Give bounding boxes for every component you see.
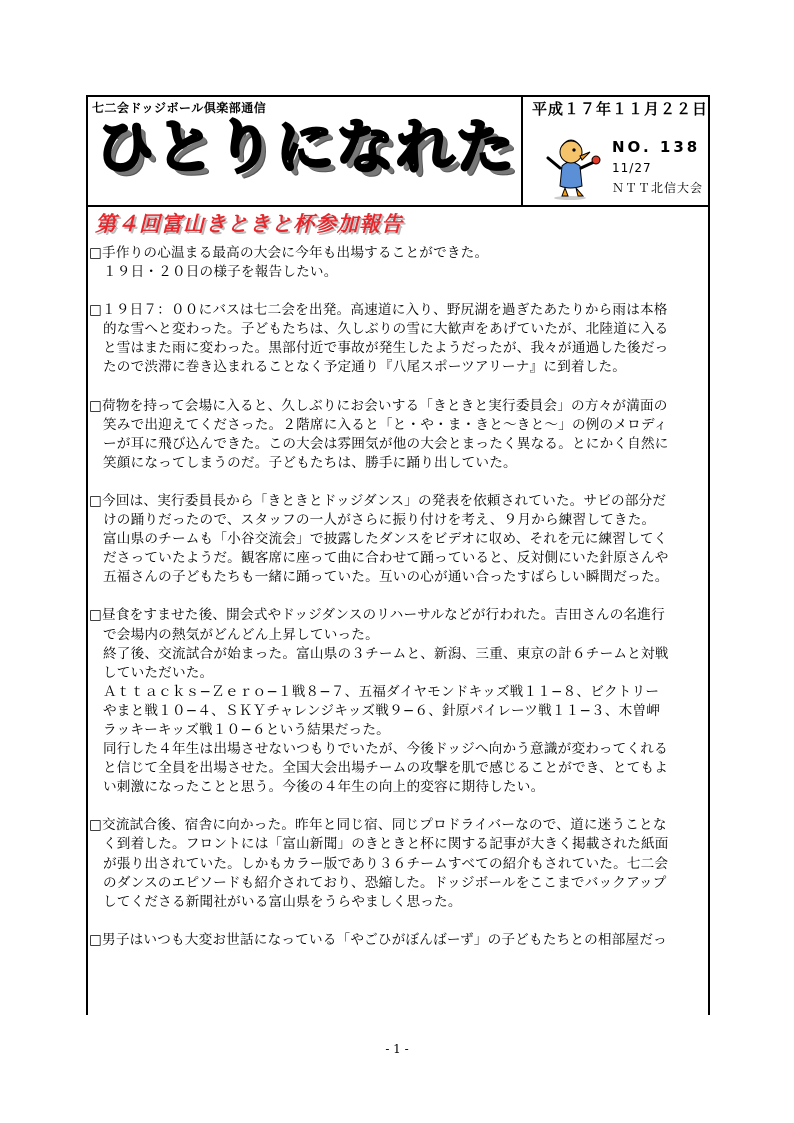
paragraph-line: □昼食をすませた後、開会式やドッジダンスのリハーサルなどが行われた。吉田さんの名進行 (89, 607, 665, 624)
header-divider (521, 95, 523, 206)
issue-date-full: 平成１７年１１月２２日 (532, 100, 709, 118)
paragraph-line: □交流試合後、宿舎に向かった。昨年と同じ宿、同じプロドライバーなので、道に迷うことな (89, 817, 667, 834)
paragraph-line: 富山県のチームも「小谷交流会」で披露したダンスをビデオに収め、それを元に練習してく (103, 531, 668, 548)
paragraph-line: □男子はいつも大変お世話になっている「やごひがぼんばーず」の子どもたちとの相部屋だっ (89, 931, 667, 948)
paragraph (89, 931, 707, 950)
paragraph (89, 492, 707, 587)
paragraph-line: けの踊りだったので、スタッフの一人がさらに振り付けを考え、９月から練習してきた。 (103, 512, 656, 529)
paragraph-line: ださっていたようだ。観客席に座って曲に合わせて踊っていると、反対側にいた針原さんや (103, 550, 669, 567)
event-name: ＮＴＴ北信大会 (612, 181, 704, 195)
paragraph-line: と雪はまた雨に変わった。黒部付近で事故が発生したようだったが、我々が通過した後だっ (103, 340, 669, 357)
frame-right-border (708, 95, 710, 1015)
paragraph-line: と信じて全員を出場させた。全国大会出場チームの攻撃を肌で感じることができ、とてもよ (103, 760, 668, 777)
paragraph-line: □１９日７：００にバスは七二会を出発。高速道に入り、野尻湖を過ぎたあたりから雨は本格 (89, 302, 668, 319)
header-bottom-border (86, 205, 710, 207)
report-body (89, 244, 707, 969)
paragraph-line: 笑顔になってしまうのだ。子どもたちは、勝手に踊り出していた。 (103, 454, 517, 471)
paragraph-line: く到着した。フロントには「富山新聞」のきときと杯に関する記事が大きく掲載された紙面 (103, 836, 669, 853)
paragraph-line: Ａｔｔａｃｋｓ−Ｚｅｒｏ−１戦８−７、五福ダイヤモンドキッズ戦１１−８、ビクトリー (103, 683, 660, 700)
paragraph-line: で会場内の熱気がどんどん上昇していった。 (103, 626, 379, 643)
paragraph (89, 397, 707, 473)
paragraph-line: □今回は、実行委員長から「きときとドッジダンス」の発表を依頼されていた。サビの部分だ (89, 492, 667, 509)
paragraph-line: ーが耳に飛び込んできた。この大会は雰囲気が他の大会とまったく異なる。とにかく自然に (103, 435, 669, 452)
frame-left-border (86, 95, 88, 1015)
paragraph-line: が張り出されていた。しかもカラー版であり３６チームすべての紹介もされていた。七二会 (103, 855, 669, 872)
paragraph (89, 816, 707, 911)
issue-number: NO. 138 (612, 138, 701, 156)
paragraph-line: □荷物を持って会場に入ると、久しぶりにお会いする「きときと実行委員会」の方々が満面の (89, 397, 668, 414)
mascot-illustration (540, 128, 602, 200)
paragraph-line: ラッキーキッズ戦１０−６という結果だった。 (103, 721, 390, 738)
paragraph-line: 同行した４年生は出場させないつもりでいたが、今後ドッジへ向かう意識が変わってくれる (103, 741, 668, 758)
paragraph (89, 606, 707, 797)
page-number: - 1 - (385, 1042, 409, 1056)
paragraph (89, 301, 707, 377)
paragraph-line: やまと戦１０−４、ＳＫＹチャレンジキッズ戦９−６、針原パイレーツ戦１１−３、木曽岬 (103, 702, 661, 719)
frame-top-border (86, 95, 710, 97)
paragraph-line: 笑みで出迎えてくださった。２階席に入ると「と・や・ま・きと〜きと〜」の例のメロディ (103, 416, 668, 433)
paragraph (89, 244, 707, 282)
paragraph-line: 終了後、交流試合が始まった。富山県の３チームと、新潟、三重、東京の計６チームと対戦 (103, 645, 669, 662)
paragraph-line: □手作りの心温まる最高の大会に今年も出場することができた。 (89, 245, 489, 261)
paragraph-line: 的な雪へと変わった。子どもたちは、久しぶりの雪に大歓声をあげていたが、北陸道に入る (103, 321, 669, 338)
paragraph-line: のダンスのエピソードも紹介されており、恐縮した。ドッジボールをここまでバックアップ (103, 874, 667, 891)
paragraph-line: たので渋滞に巻き込まれることなく予定通り『八尾スポーツアリーナ』に到着した。 (103, 359, 627, 376)
paragraph-line: い刺激になったことと思う。今後の４年生の向上的変容に期待したい。 (103, 779, 545, 796)
club-name: 七二会ドッジボール倶楽部通信 (92, 101, 267, 115)
paragraph-line: １９日・２０日の様子を報告したい。 (103, 264, 338, 281)
paragraph-line: していただいた。 (103, 664, 214, 681)
paragraph-line: してくださる新聞社がいる富山県をうらやましく思った。 (103, 893, 462, 910)
paragraph-line: 五福さんの子どもたちも一緒に踊っていた。互いの心が通い合ったすばらしい瞬間だった。 (103, 569, 669, 586)
newsletter-title: ひとりになれた (96, 113, 517, 181)
section-heading: 第４回富山きときと杯参加報告 (95, 212, 403, 236)
event-date: 11/27 (612, 161, 652, 175)
